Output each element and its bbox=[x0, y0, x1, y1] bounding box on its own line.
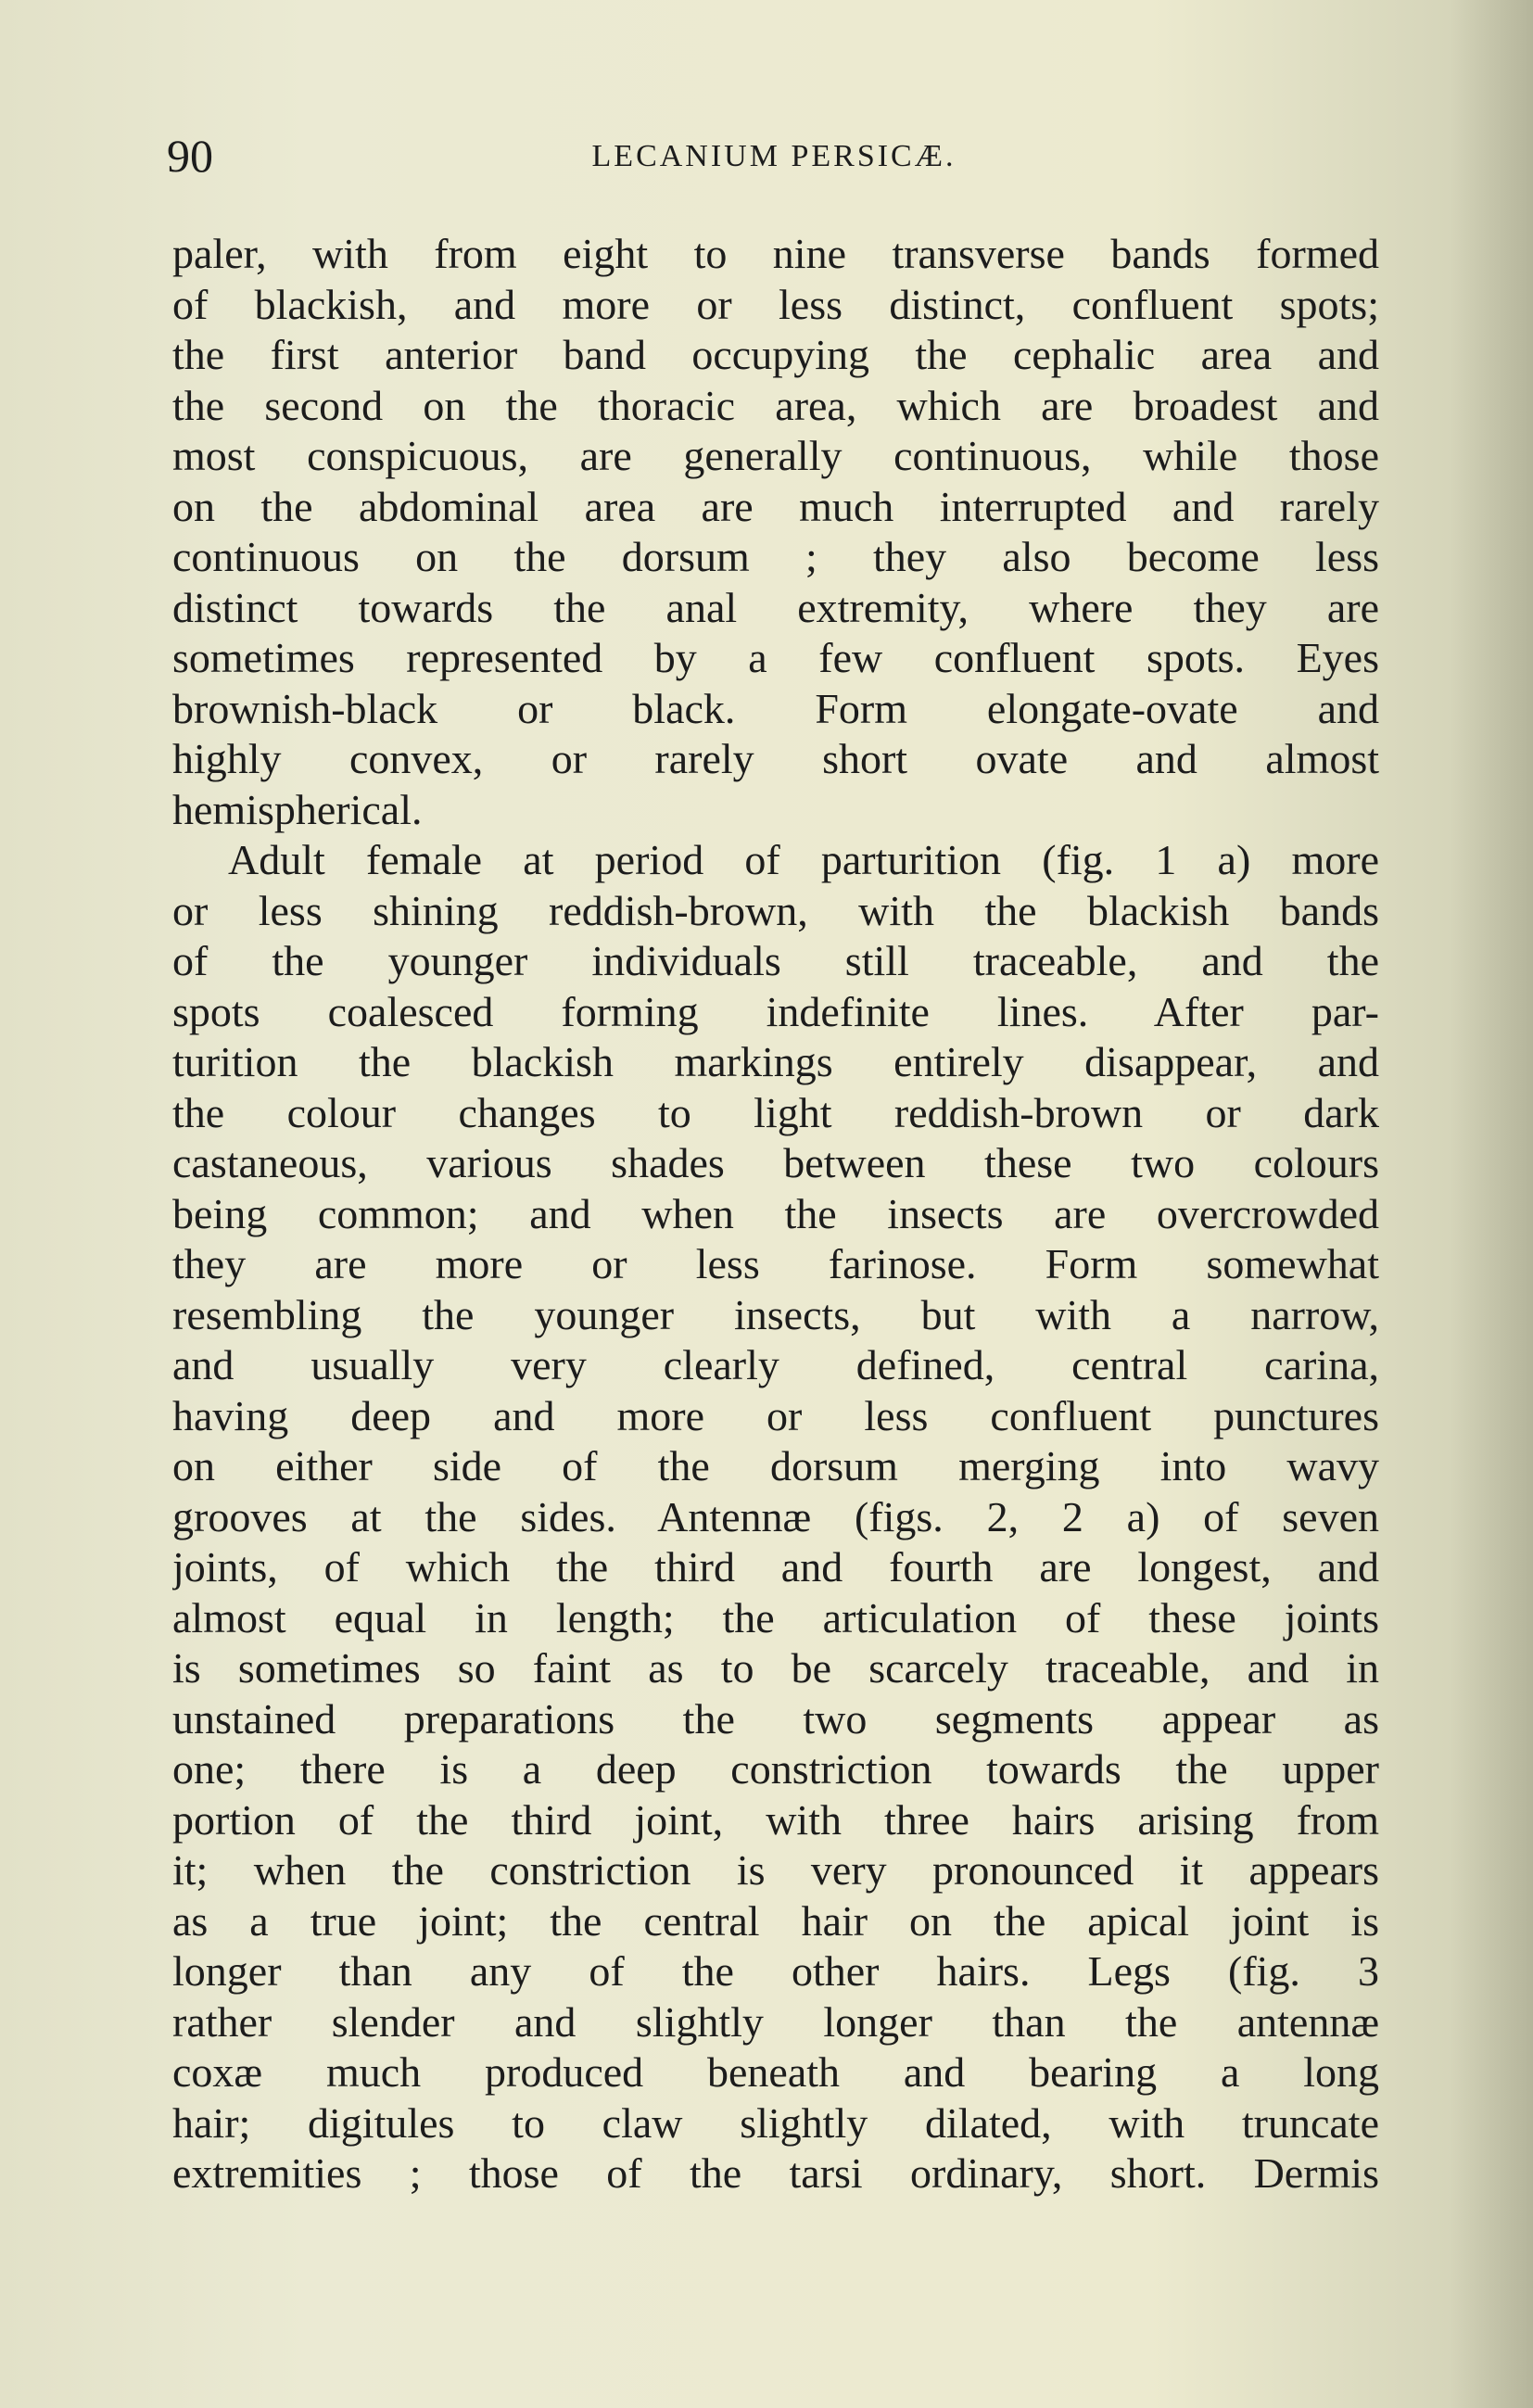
body-text bbox=[172, 229, 1379, 2199]
text-line: distinct towards the anal extremity, where they are bbox=[172, 583, 1379, 631]
text-line: turition the blackish markings entirely disappear, and bbox=[172, 1038, 1379, 1085]
text-line: or less shining reddish-brown, with the blackish bands bbox=[172, 886, 1379, 934]
text-line: unstained preparations the two segments appear as bbox=[172, 1694, 1379, 1743]
text-line: on the abdominal area are much interrupted and rarely bbox=[172, 482, 1379, 530]
text-line: highly convex, or rarely short ovate and almost bbox=[172, 735, 1379, 782]
text-line: the second on the thoracic area, which are broadest and bbox=[172, 381, 1379, 429]
text-line: the colour changes to light reddish-brown or dark bbox=[172, 1088, 1379, 1136]
text-line: grooves at the sides. Antennæ (figs. 2, 2 a) of seven bbox=[172, 1492, 1379, 1540]
paragraph-first-line: Adult female at period of parturition (fig. 1 a) more bbox=[228, 836, 1379, 883]
text-line: hair; digitules to claw slightly dilated, with truncate bbox=[172, 2098, 1379, 2147]
text-line: of blackish, and more or less distinct, confluent spots; bbox=[172, 280, 1379, 328]
text-line: being common; and when the insects are overcrowded bbox=[172, 1189, 1379, 1237]
text-line: portion of the third joint, with three hairs arising from bbox=[172, 1795, 1379, 1844]
text-line: sometimes represented by a few confluent spots. Eyes bbox=[172, 634, 1379, 681]
text-line: paler, with from eight to nine transverse bands formed bbox=[172, 230, 1379, 277]
text-line: spots coalesced forming indefinite lines. After par- bbox=[172, 987, 1379, 1035]
text-line: brownish-black or black. Form elongate-ovate and bbox=[172, 684, 1379, 732]
text-line: extremities ; those of the tarsi ordinary, short. Dermis bbox=[172, 2149, 1379, 2197]
text-line: of the younger individuals still traceable, and the bbox=[172, 937, 1379, 984]
text-line: continuous on the dorsum ; they also become less bbox=[172, 533, 1379, 580]
text-line: it; when the constriction is very pronounced it appears bbox=[172, 1846, 1379, 1894]
running-head: LECANIUM PERSICÆ. bbox=[591, 139, 957, 173]
text-line: longer than any of the other hairs. Legs (fig. 3 bbox=[172, 1947, 1379, 1995]
text-line: and usually very clearly defined, central carina, bbox=[172, 1341, 1379, 1388]
text-line: they are more or less farinose. Form somewhat bbox=[172, 1240, 1379, 1287]
page-number: 90 bbox=[167, 130, 213, 182]
text-line: on either side of the dorsum merging into wavy bbox=[172, 1442, 1379, 1489]
text-line: having deep and more or less confluent punctures bbox=[172, 1391, 1379, 1439]
text-line: rather slender and slightly longer than the antennæ bbox=[172, 1997, 1379, 2046]
text-line: hemispherical. bbox=[172, 785, 423, 833]
text-line: almost equal in length; the articulation of these joints bbox=[172, 1593, 1379, 1641]
text-line: joints, of which the third and fourth are longest, and bbox=[172, 1543, 1379, 1591]
text-line: castaneous, various shades between these two colours bbox=[172, 1139, 1379, 1186]
text-line: resembling the younger insects, but with a narrow, bbox=[172, 1290, 1379, 1338]
page-header bbox=[167, 128, 1381, 184]
page-edge-shadow bbox=[1450, 0, 1533, 2408]
text-line: is sometimes so faint as to be scarcely traceable, and in bbox=[172, 1644, 1379, 1692]
text-line: coxæ much produced beneath and bearing a long bbox=[172, 2048, 1379, 2096]
text-line: as a true joint; the central hair on the apical joint is bbox=[172, 1896, 1379, 1945]
text-line: most conspicuous, are generally continuous, while those bbox=[172, 432, 1379, 479]
text-line: the first anterior band occupying the cephalic area and bbox=[172, 331, 1379, 378]
text-line: one; there is a deep constriction towards the upper bbox=[172, 1745, 1379, 1793]
